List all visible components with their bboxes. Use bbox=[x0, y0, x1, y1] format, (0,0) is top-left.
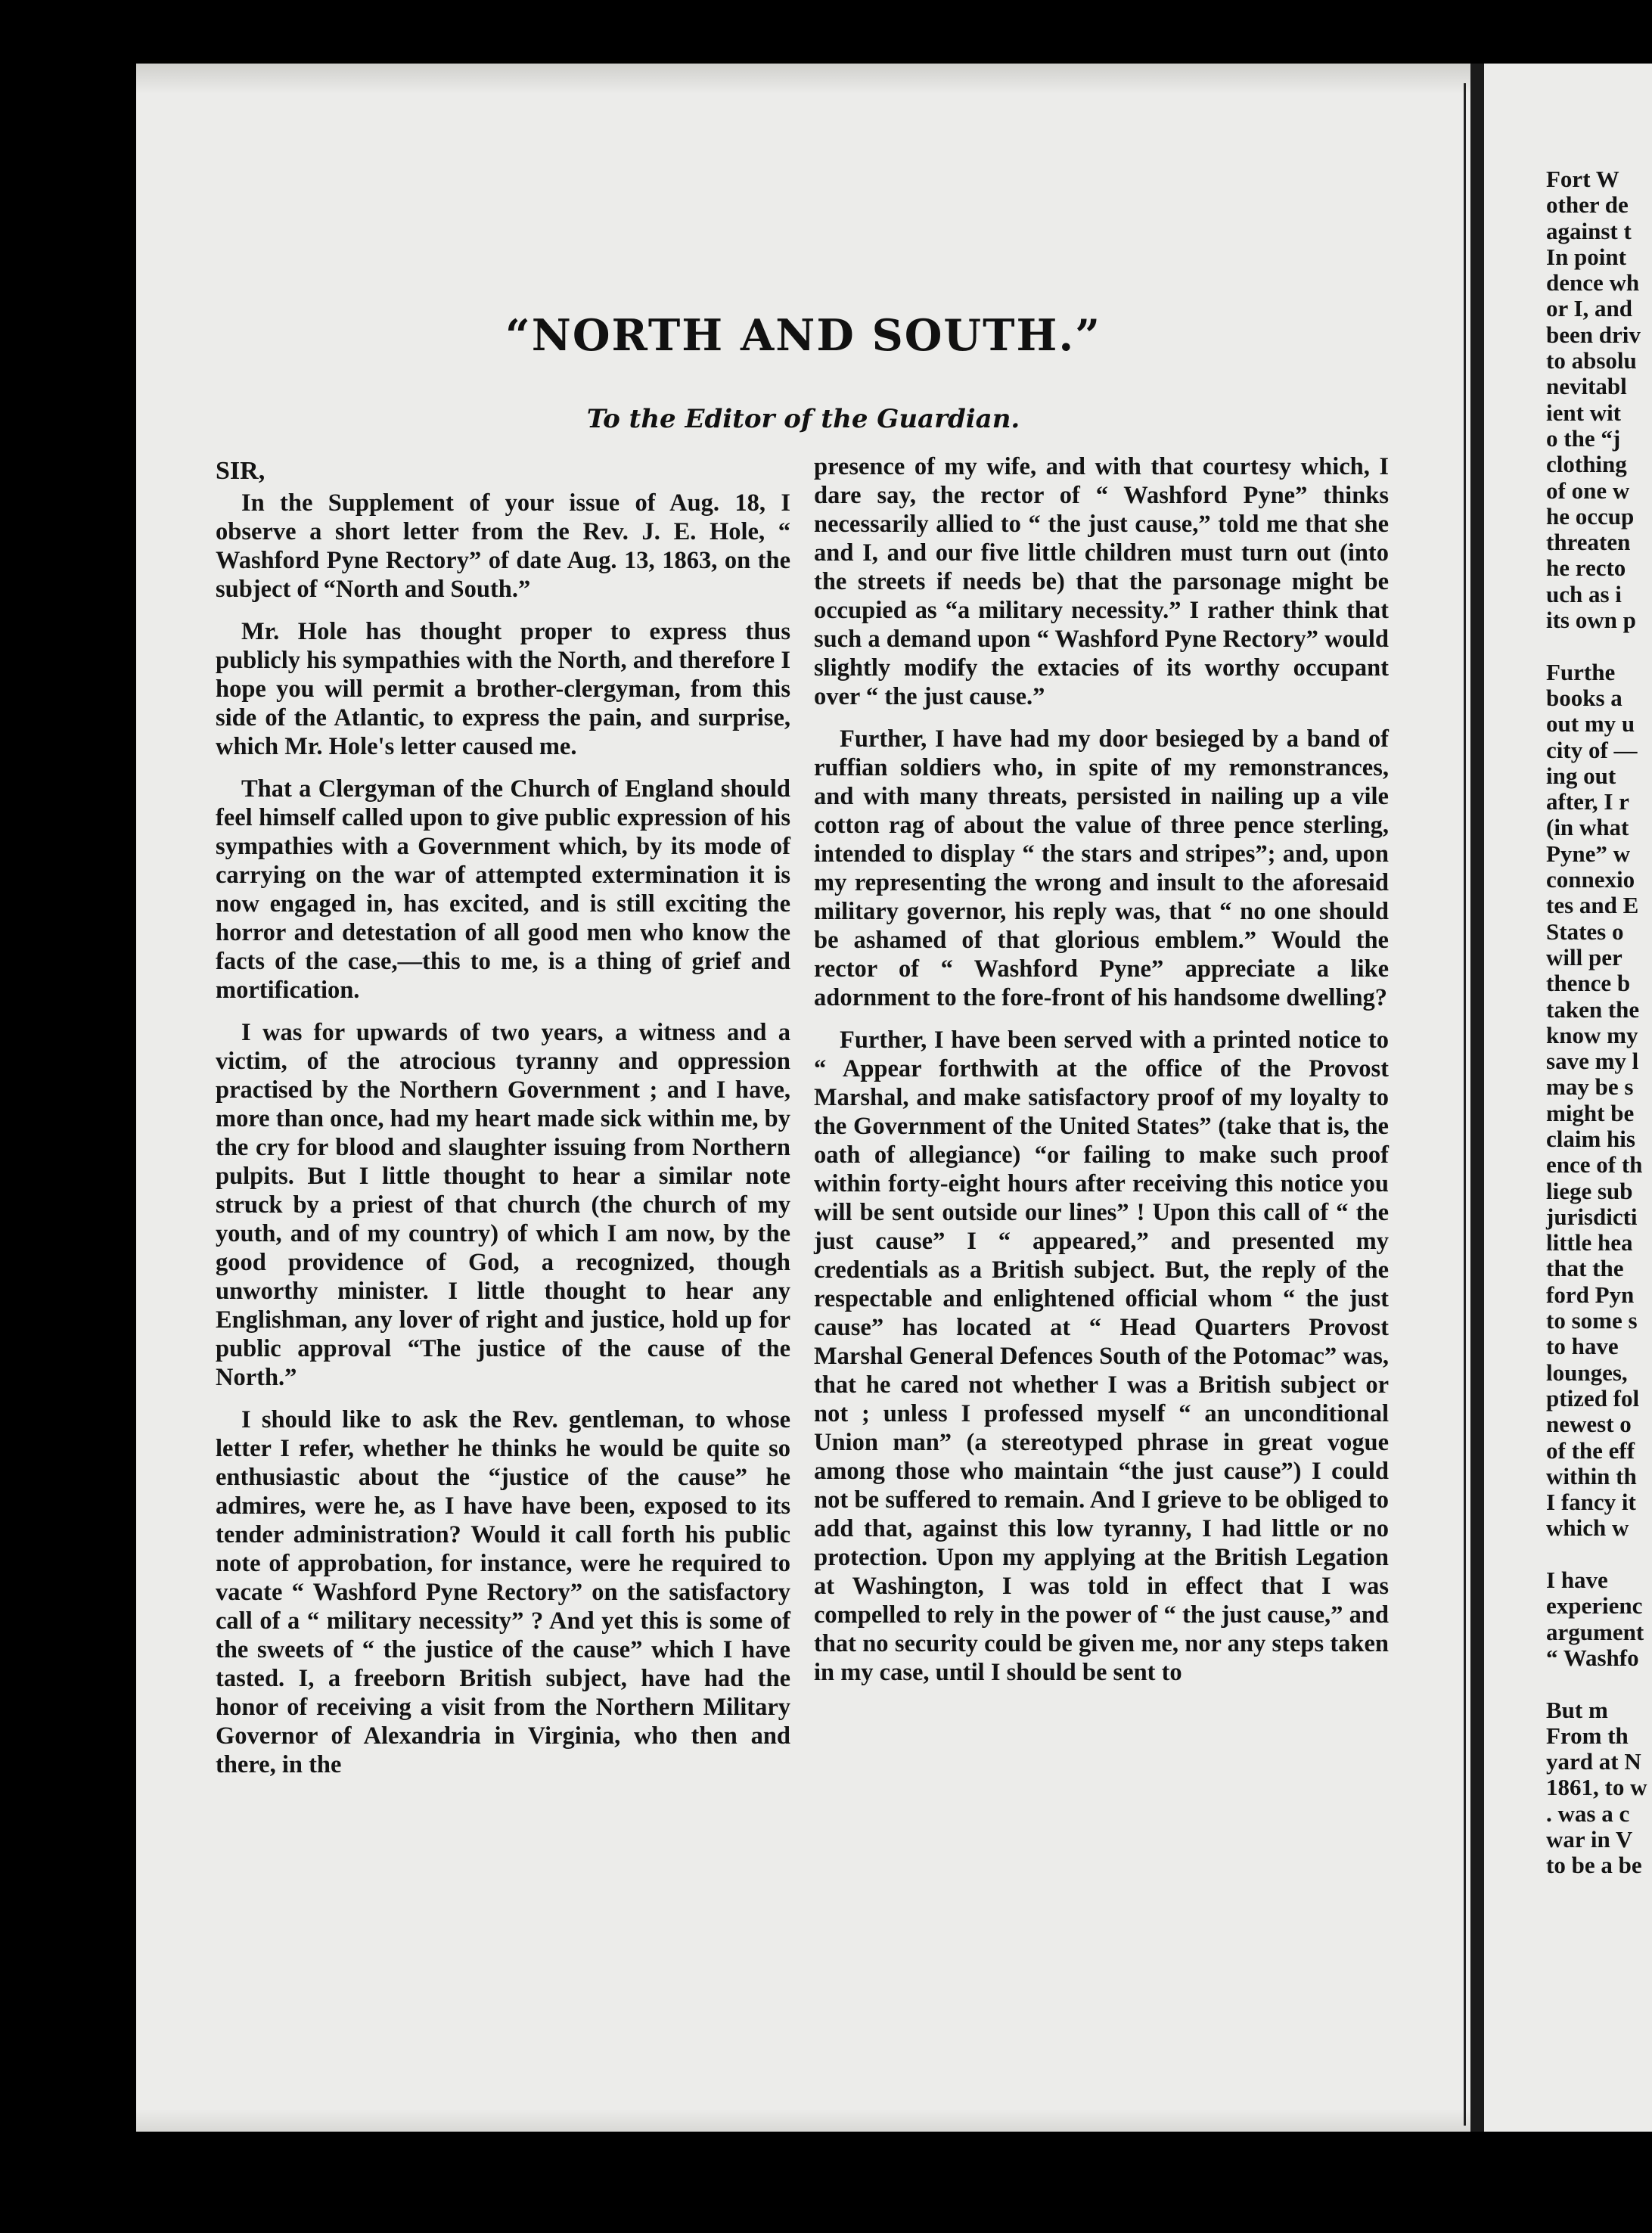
book-binding bbox=[1470, 64, 1484, 2132]
paragraph: I should like to ask the Rev. gentleman, to whose letter I refer, whether he thinks he would be quite so enthusiastic about the “justice of the cause” he admires, were he, as I have have been, exposed to its tender administration? Would it call forth his public note of approbation, for instance, were he required to vacate “ Washford Pyne Rectory” on the satisfactory call of a “ military necessity” ? And yet this is some of the sweets of “ the justice of the cause” which I have tasted. I, a freeborn British subject, have had the honor of receiving a visit from the Northern Military Governor of Alexandria in Virginia, who then and there, in the bbox=[216, 1406, 790, 1778]
facing-page-line: lounges, bbox=[1546, 1359, 1628, 1386]
facing-page-line: . was a c bbox=[1546, 1800, 1630, 1827]
facing-page-line: books a bbox=[1546, 684, 1622, 711]
right-column bbox=[814, 452, 1389, 1700]
facing-page-line: From th bbox=[1546, 1722, 1629, 1749]
facing-page-line: liege sub bbox=[1546, 1177, 1633, 1204]
facing-page-line: ence of th bbox=[1546, 1151, 1643, 1179]
facing-page-line: been driv bbox=[1546, 321, 1641, 348]
scan-shadow bbox=[136, 2109, 1470, 2132]
facing-page-line: that the bbox=[1546, 1255, 1624, 1282]
facing-page-line: nevitabl bbox=[1546, 373, 1627, 400]
facing-page-line: I fancy it bbox=[1546, 1489, 1636, 1516]
facing-page-line: save my l bbox=[1546, 1048, 1639, 1075]
facing-page-line: 1861, to w bbox=[1546, 1774, 1647, 1801]
left-column bbox=[216, 457, 790, 1793]
facing-page-line: Fort W bbox=[1546, 166, 1619, 192]
facing-page-line: to absolu bbox=[1546, 347, 1637, 374]
facing-page-line: or I, and bbox=[1546, 295, 1632, 322]
facing-page-line bbox=[1546, 633, 1652, 659]
facing-page-line: States o bbox=[1546, 918, 1624, 945]
facing-page-line: yard at N bbox=[1546, 1748, 1641, 1775]
paragraph: Further, I have had my door besieged by a band of ruffian soldiers who, in spite of my remonstrances, and with many threats, persisted in nailing up a vile cotton rag of about the value of three pence sterling, intended to display “ the stars and stripes”; and, upon my representing the wrong and insult to the aforesaid military governor, his reply was, that “ no one should be ashamed of that glorious emblem.” Would the rector of “ Washford Pyne” appreciate a like adornment to the fore-front of his handsome dwelling? bbox=[814, 725, 1389, 1011]
facing-page-line bbox=[1546, 1542, 1652, 1567]
facing-page-line: taken the bbox=[1546, 995, 1640, 1023]
paragraph: presence of my wife, and with that courtesy which, I dare say, the rector of “ Washford Pyne” thinks necessarily allied to “ the just cause,” told me that she and I, and our five little children must turn out (into the streets if needs be) that the parsonage might be occupied as “a military necessity.” I rather think that such a demand upon “ Washford Pyne Rectory” would slightly modify the extacies of its worthy occupant over “ the just cause.” bbox=[814, 453, 1389, 710]
facing-page-line: experienc bbox=[1546, 1592, 1643, 1620]
facing-page-line: jurisdicti bbox=[1546, 1203, 1638, 1230]
facing-page-line: of one w bbox=[1546, 477, 1630, 504]
paragraph: That a Clergyman of the Church of England should feel himself called upon to give public expression of his sympathies with a Government which, by its mode of carrying on the war of attempted extermination it is now engaged in, has excited, and is still exciting the horror and detestation of all good men who know the facts of the case,—this to me, is a thing of grief and mortification. bbox=[216, 775, 790, 1004]
facing-page-line: ford Pyn bbox=[1546, 1281, 1635, 1308]
paragraph: Further, I have been served with a printed notice to “ Appear forthwith at the office of the Provost Marshal, and make satisfactory proof of my loyalty to the Government of the United States” (take that is, the oath of allegiance) “or failing to make such proof within forty-eight hours after receiving this notice you will be sent outside our lines” ! Upon this call of “ the just cause” I “ appeared,” and presented my credentials as a British subject. But, the reply of the respectable and enlightened official whom “ the just cause” has located at “ Head Quarters Provost Marshal General Defences South of the Potomac” was, that he cared not whether I was a British subject or not ; unless I professed myself “ an unconditional Union man” (a stereotyped phrase in great vogue among those who maintain “the just cause”) I could not be suffered to remain. And I grieve to be obliged to add that, against this low tyranny, I had little or no protection. Upon my applying at the British Legation at Washington, I was told in effect that I was compelled to rely in the power of “ the just cause,” and that no security could be given me, nor any steps taken in my case, until I should be sent to bbox=[814, 1026, 1389, 1686]
facing-page-line: to be a be bbox=[1546, 1852, 1642, 1879]
facing-page-line: know my bbox=[1546, 1021, 1638, 1048]
facing-page-line: after, I r bbox=[1546, 788, 1629, 815]
facing-page-line: argument bbox=[1546, 1618, 1644, 1645]
facing-page-line: other de bbox=[1546, 191, 1629, 219]
page-gutter-line bbox=[1464, 83, 1466, 2126]
facing-page-line: war in V bbox=[1546, 1826, 1633, 1853]
facing-page-line: But m bbox=[1546, 1696, 1608, 1723]
facing-page-line: (in what bbox=[1546, 814, 1629, 841]
facing-page-line: ient wit bbox=[1546, 399, 1622, 426]
facing-page-line: of the eff bbox=[1546, 1436, 1635, 1464]
facing-page-line: city of — bbox=[1546, 736, 1638, 763]
article-subtitle: To the Editor of the Guardian. bbox=[586, 404, 1020, 434]
salutation: SIR, bbox=[216, 457, 266, 485]
paragraph: I was for upwards of two years, a witness and a victim, of the atrocious tyranny and oppression practised by the Northern Government ; and I have, more than once, had my heart made sick within me, by the cry for blood and slaughter issuing from Northern pulpits. But I little thought to hear a similar note struck by a priest of that church (the church of my youth, and of my country) of which I am now, by the good providence of God, a recognized, though unworthy minister. I little thought to hear any Englishman, any lover of right and justice, hold up for public approval “The justice of the cause of the North.” bbox=[216, 1019, 790, 1391]
facing-page-line: its own p bbox=[1546, 607, 1636, 634]
scan-shadow bbox=[136, 64, 1470, 94]
facing-page-line: might be bbox=[1546, 1099, 1635, 1126]
facing-page-line: uch as i bbox=[1546, 580, 1622, 607]
facing-page-line: ing out bbox=[1546, 762, 1616, 789]
facing-page-line: within th bbox=[1546, 1462, 1637, 1489]
facing-page-line: tes and E bbox=[1546, 892, 1639, 919]
facing-page-line: which w bbox=[1546, 1514, 1629, 1542]
document-page bbox=[136, 64, 1470, 2132]
facing-page-line: to some s bbox=[1546, 1307, 1638, 1334]
facing-page-line: newest o bbox=[1546, 1411, 1632, 1438]
facing-page-line: Pyne” w bbox=[1546, 840, 1631, 867]
paragraph: In the Supplement of your issue of Aug. 18, I observe a short letter from the Rev. J. E. Hole, “ Washford Pyne Rectory” of date Aug. 13, 1863, on the subject of “North and South.” bbox=[216, 489, 790, 603]
facing-page-line: he recto bbox=[1546, 554, 1626, 582]
facing-page bbox=[1484, 64, 1652, 2132]
facing-page-line: Furthe bbox=[1546, 658, 1616, 685]
facing-page-line: ptized fol bbox=[1546, 1384, 1640, 1412]
facing-page-line: In point bbox=[1546, 243, 1626, 270]
facing-page-line: o the “j bbox=[1546, 424, 1621, 452]
facing-page-line: “ Washfo bbox=[1546, 1644, 1639, 1671]
facing-page-line: little hea bbox=[1546, 1229, 1633, 1256]
facing-page-line: threaten bbox=[1546, 529, 1631, 556]
facing-page-line: to have bbox=[1546, 1333, 1619, 1360]
facing-page-line: clothing bbox=[1546, 451, 1627, 478]
facing-page-line: he occup bbox=[1546, 502, 1635, 530]
facing-page-line: may be s bbox=[1546, 1073, 1634, 1101]
facing-page-line: I have bbox=[1546, 1567, 1608, 1594]
facing-page-text bbox=[1546, 166, 1652, 1879]
facing-page-line: thence b bbox=[1546, 970, 1631, 997]
paragraph: Mr. Hole has thought proper to express thus publicly his sympathies with the North, and therefore I hope you will permit a brother-clergyman, from this side of the Atlantic, to express the pain, and surprise, which Mr. Hole's letter caused me. bbox=[216, 618, 790, 760]
facing-page-line: dence wh bbox=[1546, 269, 1640, 297]
facing-page-line: claim his bbox=[1546, 1125, 1635, 1152]
facing-page-line bbox=[1546, 1671, 1652, 1697]
article-title: “NORTH AND SOUTH.” bbox=[505, 310, 1102, 361]
facing-page-line: out my u bbox=[1546, 710, 1635, 738]
facing-page-line: connexio bbox=[1546, 866, 1635, 893]
facing-page-line: against t bbox=[1546, 217, 1632, 244]
facing-page-line: will per bbox=[1546, 943, 1622, 971]
